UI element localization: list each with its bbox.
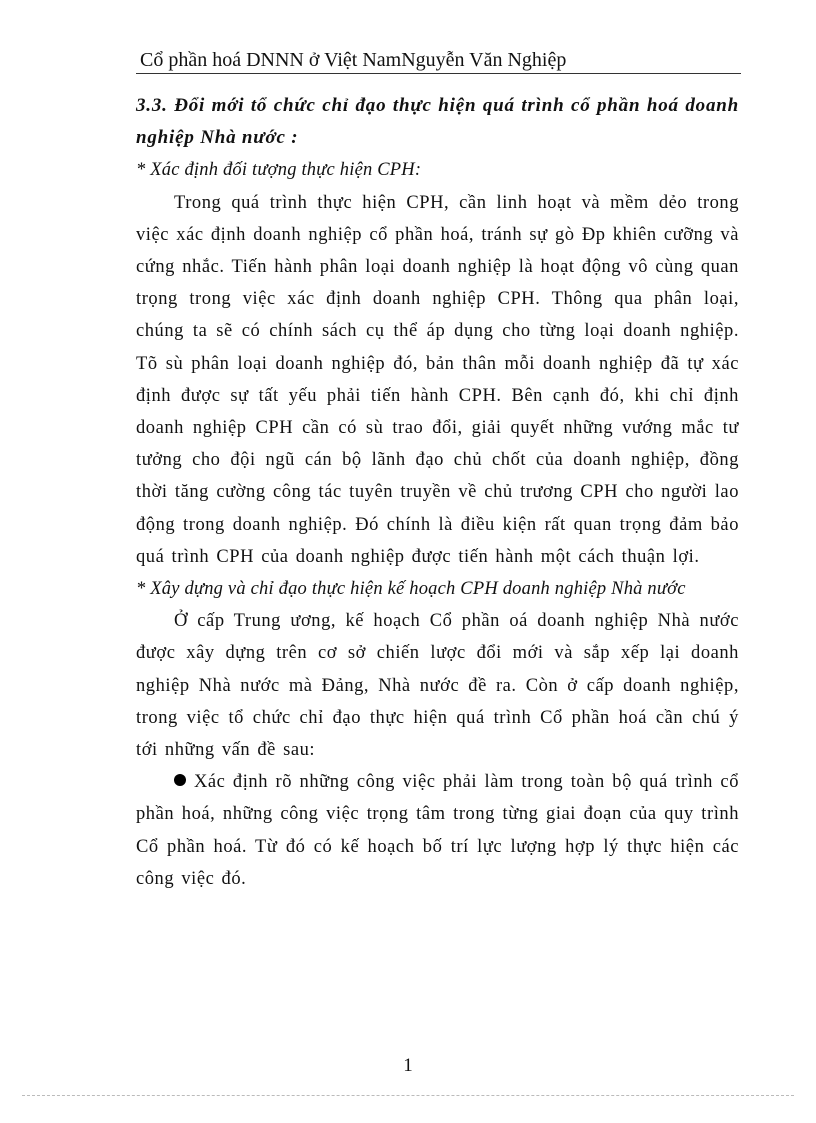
paragraph-2: Ở cấp Trung ương, kế hoạch Cổ phần oá doanh nghiệp Nhà nước được xây dựng trên cơ sở chiến lược đổi mới và sắp xếp lại doanh nghiệp Nhà nước mà Đảng, Nhà nước đề ra. Còn ở cấp doanh nghiệp, trong việc tổ chức chỉ đạo thực hiện quá trình Cổ phần hoá cần chú ý tới những vấn đề sau: xyxy=(136,611,739,761)
page-number: 1 xyxy=(403,1055,413,1076)
body-text xyxy=(136,90,739,895)
header-rule xyxy=(136,73,741,74)
bullet-text: Xác định rõ những công việc phải làm trong toàn bộ quá trình cổ phần hoá, những công việc trọng tâm trong từng giai đoạn của quy trình Cổ phần hoá. Từ đó có kế hoạch bố trí lực lượng hợp lý thực hiện các công việc đó. xyxy=(136,772,739,889)
subsection-heading-1: * Xác định đối tượng thực hiện CPH: xyxy=(136,160,422,181)
section-title: 3.3. Đổi mới tổ chức chỉ đạo thực hiện quá trình cổ phần hoá doanh nghiệp Nhà nước : xyxy=(136,95,739,149)
bullet-item xyxy=(136,766,739,895)
bullet-dot-icon xyxy=(174,774,186,786)
footer-rule xyxy=(22,1095,794,1096)
paragraph-1: Trong quá trình thực hiện CPH, cần linh hoạt và mềm dẻo trong việc xác định doanh nghiệp cổ phần hoá, tránh sự gò Ðp khiên cưỡng và cứng nhắc. Tiến hành phân loại doanh nghiệp là hoạt động vô cùng quan trọng trong việc xác định doanh nghiệp CPH. Thông qua phân loại, chúng ta sẽ có chính sách cụ thể áp dụng cho từng loại doanh nghiệp. Tõ sù phân loại doanh nghiệp đó, bản thân mỗi doanh nghiệp đã tự xác định được sự tất yếu phải tiến hành CPH. Bên cạnh đó, khi chỉ định doanh nghiệp CPH cần có sù trao đổi, giải quyết những vướng mắc tư tưởng cho đội ngũ cán bộ lãnh đạo chủ chốt của doanh nghiệp, đồng thời tăng cường công tác tuyên truyền về chủ trương CPH cho người lao động trong doanh nghiệp. Đó chính là điều kiện rất quan trọng đảm bảo quá trình CPH của doanh nghiệp được tiến hành một cách thuận lợi. xyxy=(136,192,739,567)
subsection-heading-2: * Xây dựng và chỉ đạo thực hiện kế hoạch CPH doanh nghiệp Nhà nước xyxy=(136,579,686,600)
running-header: Cổ phần hoá DNNN ở Việt NamNguyễn Văn Nghiệp xyxy=(140,49,567,71)
